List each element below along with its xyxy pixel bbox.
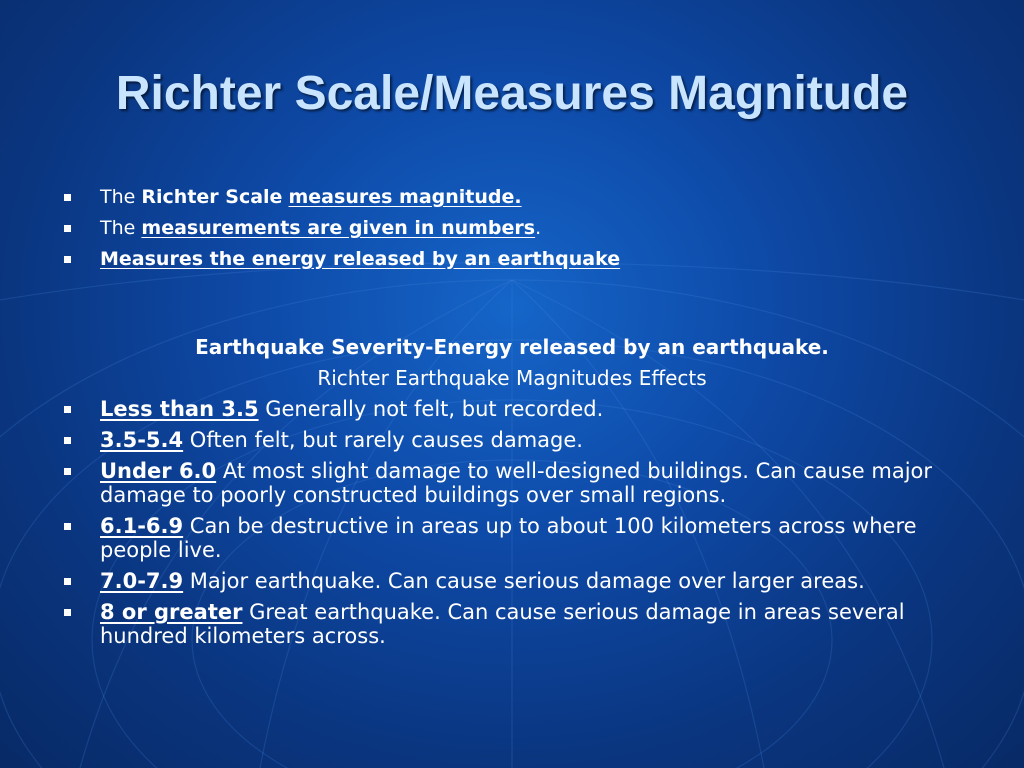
intro-bullet xyxy=(62,213,962,244)
bullet-bold-text: Richter Scale xyxy=(141,186,283,208)
bullet-text: The xyxy=(100,217,142,239)
severity-subtitle: Richter Earthquake Magnitudes Effects xyxy=(317,366,707,390)
severity-title: Earthquake Severity-Energy released by an earthquake. xyxy=(195,335,829,359)
magnitude-range-link[interactable]: Under 6.0 xyxy=(100,459,217,483)
bullet-link[interactable]: Measures the energy released by an earthquake xyxy=(100,248,621,270)
magnitude-effect: Great earthquake. Can cause serious damage in areas several hundred kilometers across. xyxy=(100,600,905,648)
magnitude-item xyxy=(62,459,962,507)
magnitude-range-link[interactable]: 6.1-6.9 xyxy=(100,514,184,538)
magnitude-item xyxy=(62,600,962,648)
bullet-square-icon xyxy=(64,609,71,616)
bullet-square-icon xyxy=(64,523,71,530)
bullet-link[interactable]: measurements are given in numbers xyxy=(141,217,536,239)
magnitude-effect: Major earthquake. Can cause serious damage over larger areas. xyxy=(183,569,865,593)
intro-bullet xyxy=(62,182,962,213)
magnitude-list xyxy=(62,397,962,655)
intro-bullet xyxy=(62,244,962,275)
bullet-text: The xyxy=(100,186,142,208)
slide-title: Richter Scale/Measures Magnitude xyxy=(115,67,909,120)
bullet-square-icon xyxy=(64,194,71,201)
bullet-suffix: . xyxy=(535,217,542,239)
bullet-square-icon xyxy=(64,468,71,475)
magnitude-effect: Can be destructive in areas up to about 100 kilometers across where people live. xyxy=(100,514,917,562)
magnitude-item xyxy=(62,514,962,562)
bullet-square-icon xyxy=(64,406,71,413)
magnitude-item xyxy=(62,397,962,421)
magnitude-effect: At most slight damage to well-designed buildings. Can cause major damage to poorly constructed buildings over small regions. xyxy=(100,459,933,507)
magnitude-effect: Often felt, but rarely causes damage. xyxy=(183,428,583,452)
bullet-link[interactable]: measures magnitude. xyxy=(288,186,522,208)
magnitude-range-link[interactable]: Less than 3.5 xyxy=(100,397,259,421)
magnitude-effect: Generally not felt, but recorded. xyxy=(258,397,604,421)
magnitude-item xyxy=(62,569,962,593)
bullet-square-icon xyxy=(64,256,71,263)
bullet-square-icon xyxy=(64,225,71,232)
magnitude-range-link[interactable]: 7.0-7.9 xyxy=(100,569,184,593)
bullet-square-icon xyxy=(64,578,71,585)
magnitude-range-link[interactable]: 8 or greater xyxy=(100,600,243,624)
magnitude-range-link[interactable]: 3.5-5.4 xyxy=(100,428,184,452)
bullet-square-icon xyxy=(64,437,71,444)
intro-bullet-list xyxy=(62,182,962,275)
magnitude-item xyxy=(62,428,962,452)
